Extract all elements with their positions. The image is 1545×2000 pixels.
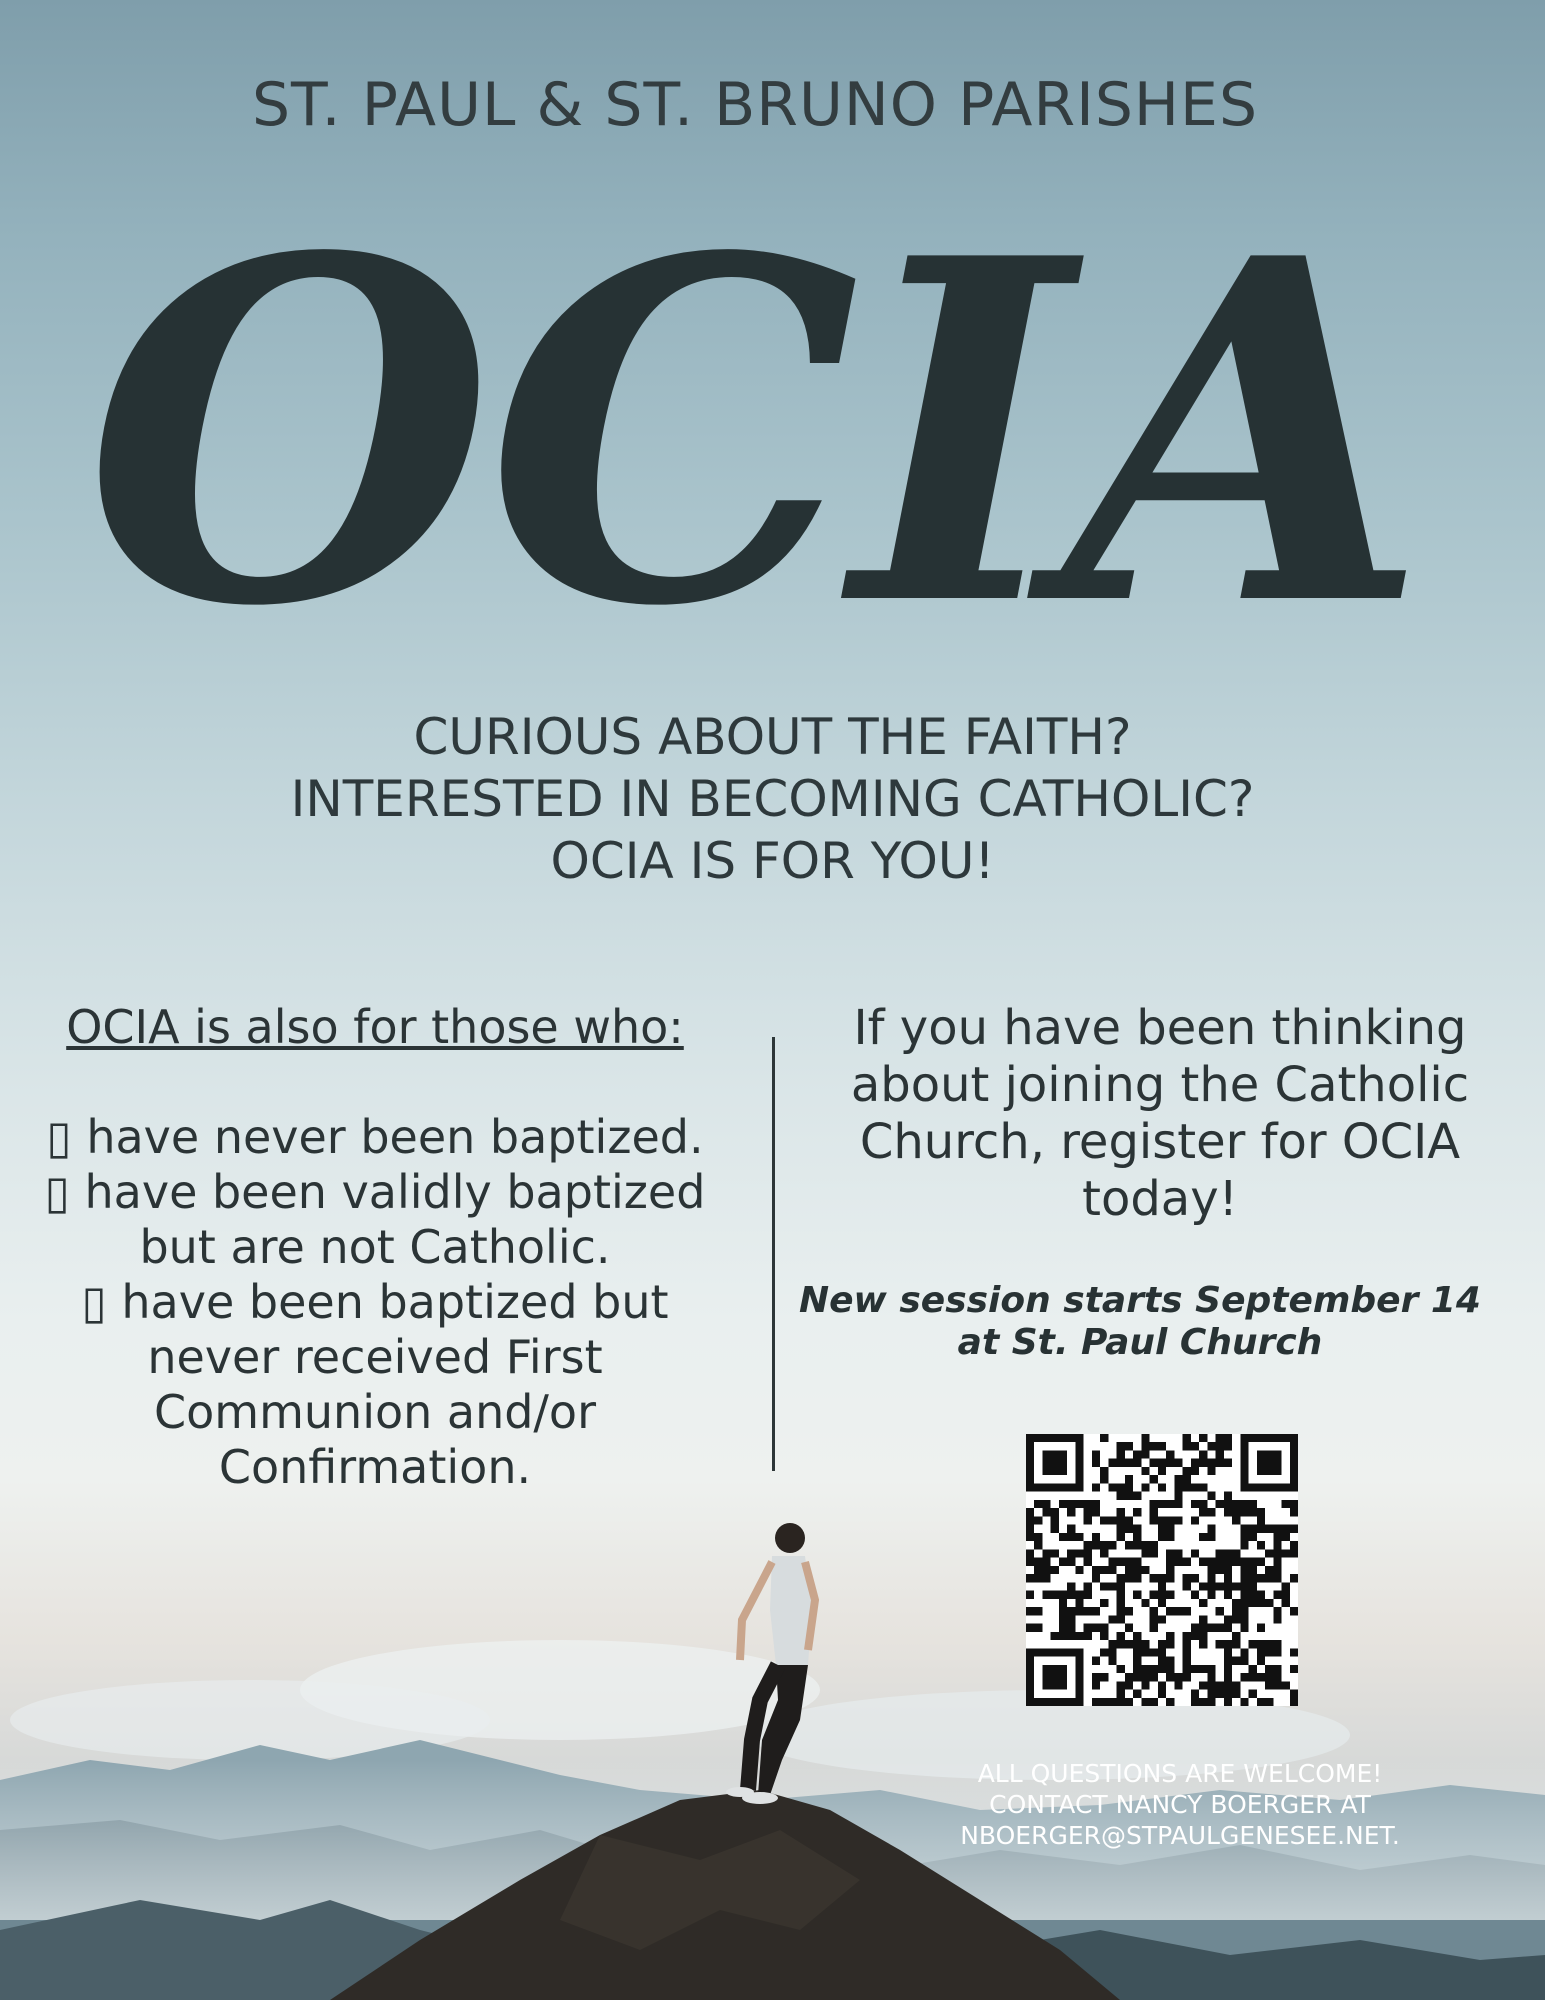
contact-info xyxy=(885,1758,1475,1851)
contact-email[interactable]: NBOERGER@STPAULGENESEE.NET. xyxy=(960,1821,1400,1850)
qr-code-icon[interactable] xyxy=(1026,1434,1298,1706)
eligibility-section xyxy=(30,1000,720,1495)
eligibility-heading: OCIA is also for those who: xyxy=(66,1000,684,1054)
parish-names: ST. PAUL & ST. BRUNO PARISHES xyxy=(251,70,1259,140)
eligibility-item: ▯ have been validly baptized but are not Catholic. xyxy=(44,1165,706,1274)
session-info: New session starts September 14 at St. Paul Church xyxy=(799,1280,1481,1363)
tagline-line-3: OCIA IS FOR YOU! xyxy=(550,832,995,890)
column-divider xyxy=(772,1037,775,1471)
invitation-text: If you have been thinking about joining the Catholic Church, register for OCIA today! xyxy=(850,1000,1470,1227)
eligibility-item: ▯ have been baptized but never received First Communion and/or Confirmation. xyxy=(81,1275,669,1494)
tagline-line-1: CURIOUS ABOUT THE FAITH? xyxy=(413,708,1132,766)
eligibility-item: ▯ have never been baptized. xyxy=(46,1110,704,1164)
tagline xyxy=(0,706,1545,892)
contact-line-1: ALL QUESTIONS ARE WELCOME! xyxy=(977,1759,1383,1788)
contact-line-2: CONTACT NANCY BOERGER AT xyxy=(989,1790,1371,1819)
ocia-title: OCIA xyxy=(84,157,1421,709)
tagline-line-2: INTERESTED IN BECOMING CATHOLIC? xyxy=(290,770,1255,828)
